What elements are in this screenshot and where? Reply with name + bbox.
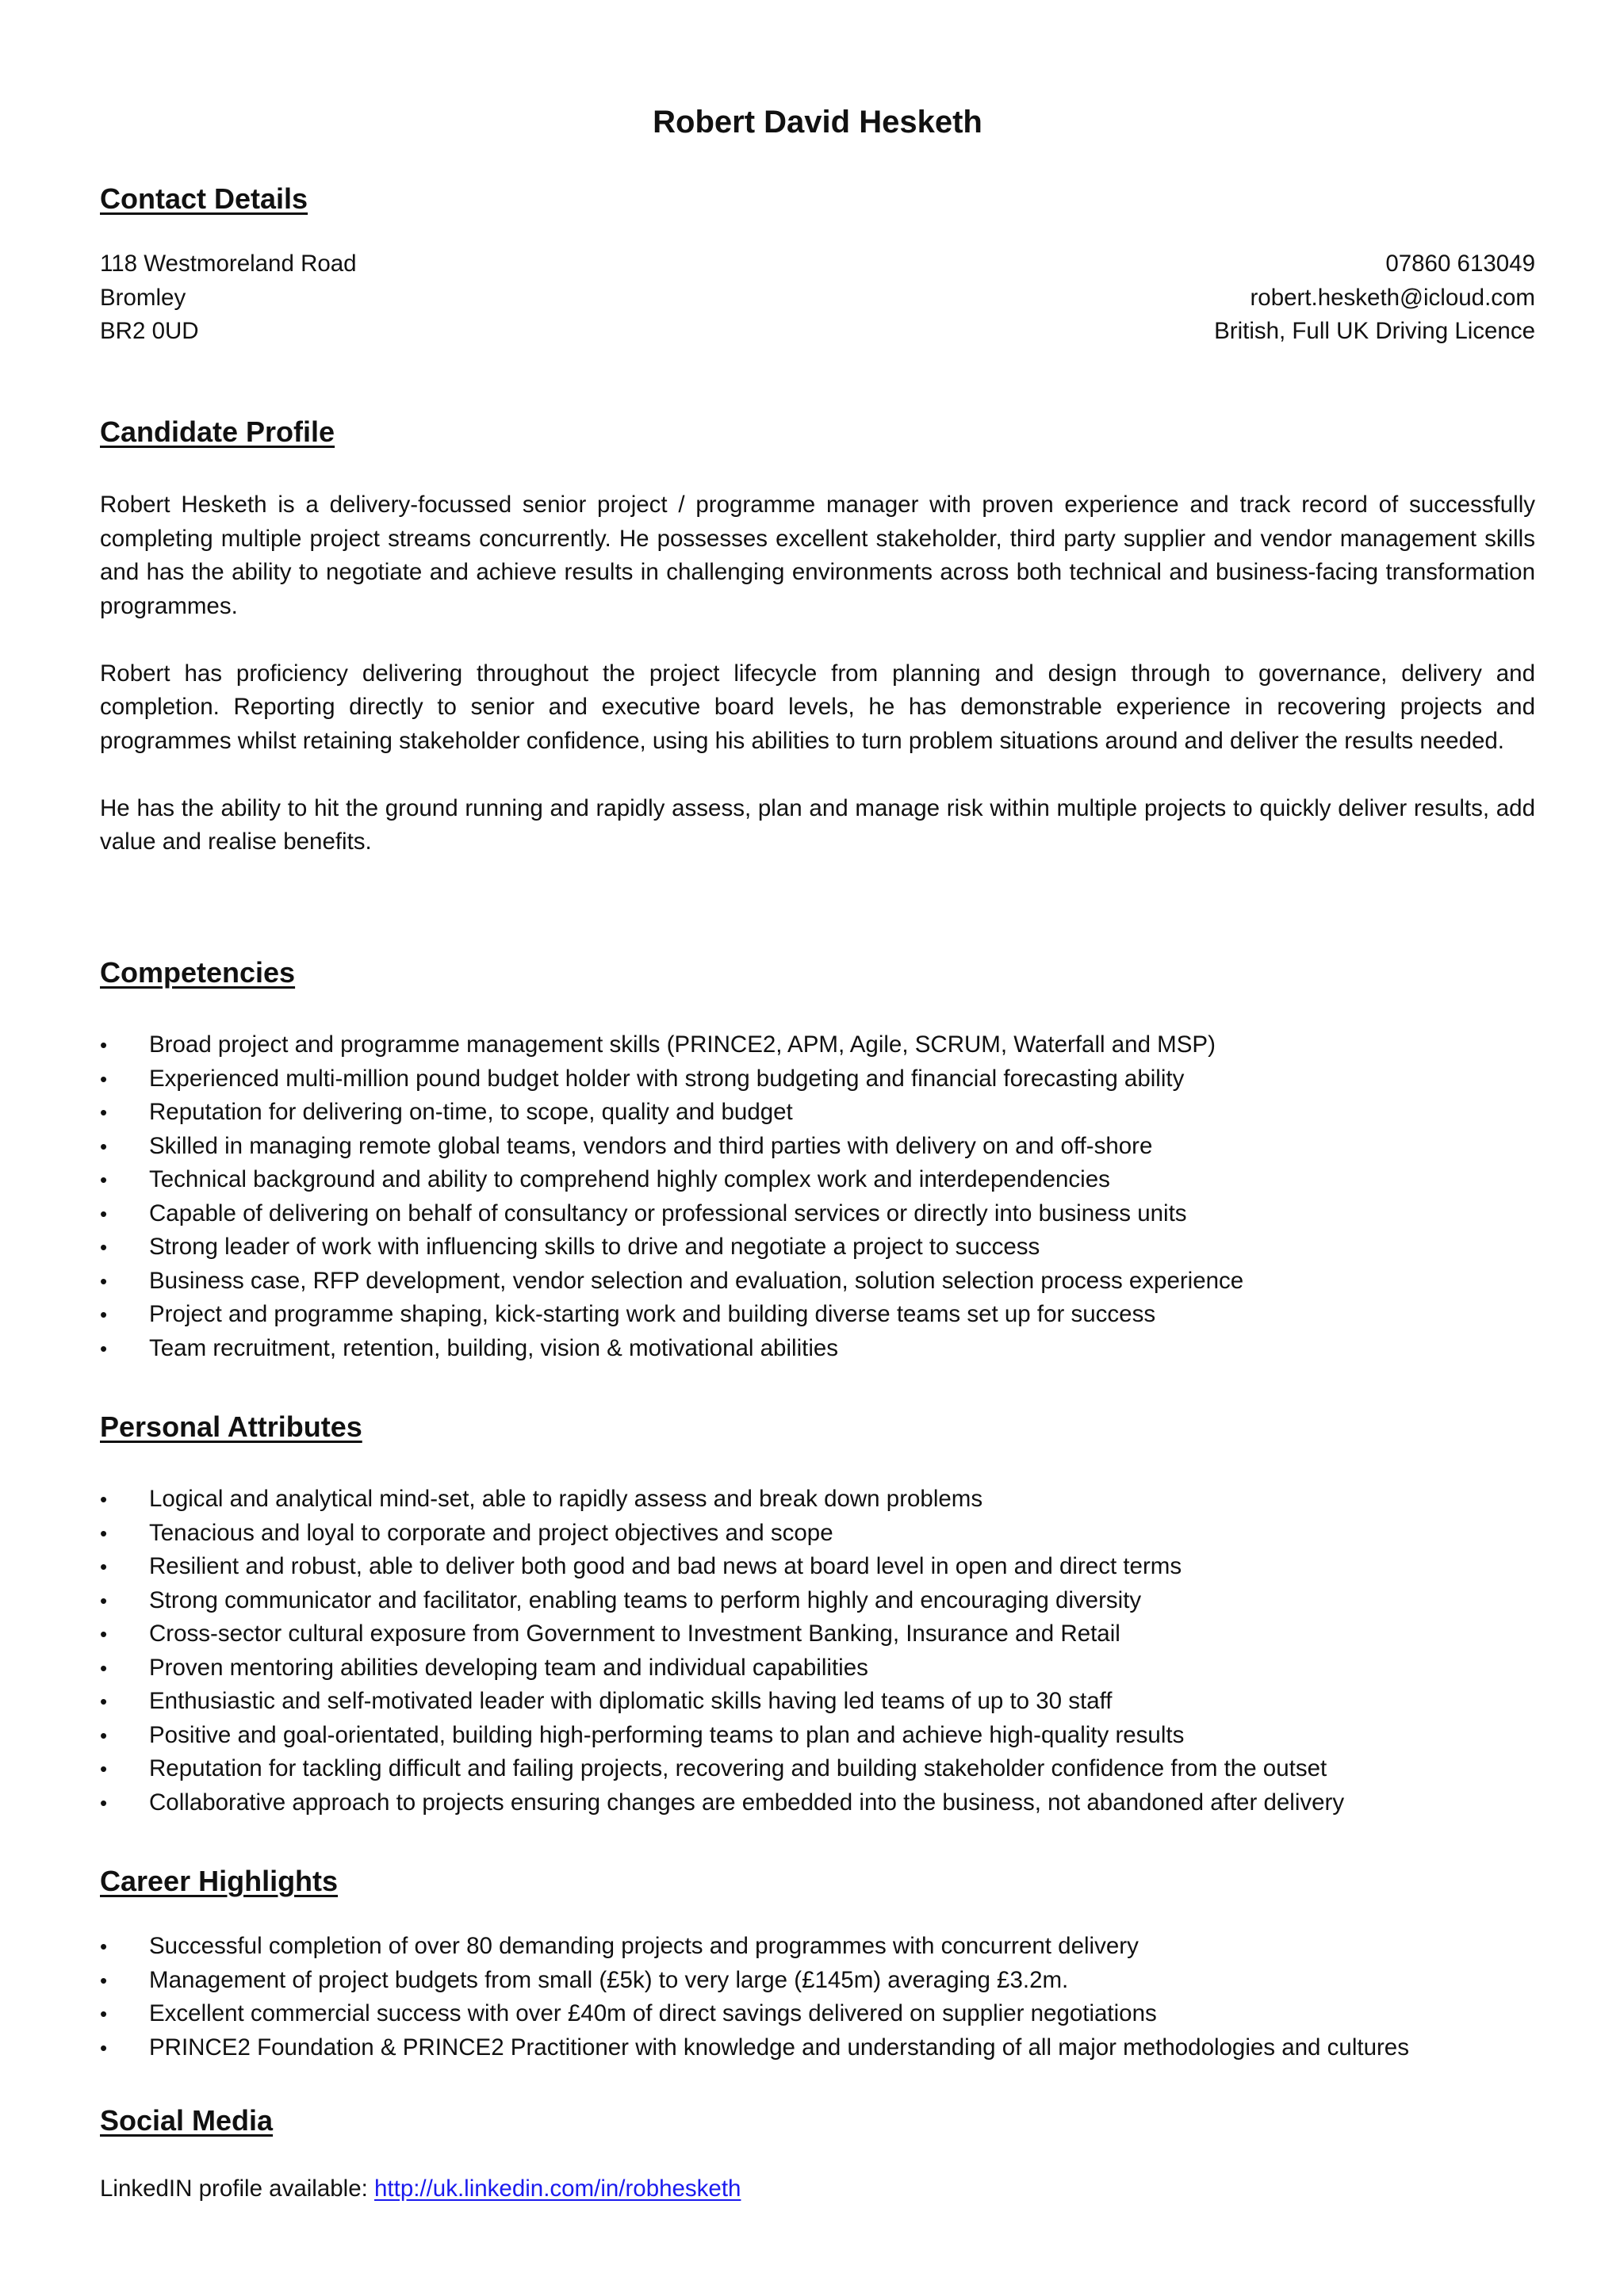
- competencies-heading: Competencies: [100, 956, 296, 989]
- list-item-text: Reputation for delivering on-time, to scope, quality and budget: [149, 1099, 793, 1125]
- list-item-text: Successful completion of over 80 demanding projects and programmes with concurrent delivery: [149, 1933, 1139, 1959]
- list-item: [100, 1062, 1535, 1096]
- list-item-text: Strong communicator and facilitator, enabling teams to perform highly and encouraging diversity: [149, 1586, 1142, 1613]
- list-item: [100, 1028, 1535, 1062]
- list-item-text: Logical and analytical mind-set, able to rapidly assess and break down problems: [149, 1486, 983, 1512]
- bullet-icon: •: [100, 1723, 108, 1747]
- linkedin-profile-link[interactable]: http://uk.linkedin.com/in/robhesketh: [374, 2175, 741, 2202]
- bullet-icon: •: [100, 1336, 108, 1360]
- list-item: [100, 2031, 1535, 2065]
- bullet-icon: •: [100, 1588, 108, 1613]
- bullet-icon: •: [100, 1134, 108, 1158]
- list-item-text: Business case, RFP development, vendor selection and evaluation, solution selection process experience: [149, 1267, 1244, 1294]
- list-item: [100, 1651, 1535, 1686]
- social-media: [100, 2172, 1535, 2206]
- list-item-text: Excellent commercial success with over £40m of direct savings delivered on supplier negotiations: [149, 2000, 1157, 2026]
- bullet-icon: •: [100, 1934, 108, 1958]
- linkedin-label: LinkedIN profile available:: [100, 2175, 375, 2202]
- list-item-text: Technical background and ability to comprehend highly complex work and interdependencies: [149, 1166, 1110, 1192]
- candidate-name: Robert David Hesketh: [653, 105, 982, 140]
- address-line-2: Bromley: [100, 284, 186, 311]
- list-item: [100, 1096, 1535, 1130]
- bullet-icon: •: [100, 2035, 108, 2060]
- bullet-icon: •: [100, 1790, 108, 1815]
- list-item: [100, 1298, 1535, 1332]
- bullet-icon: •: [100, 1689, 108, 1713]
- competencies-list: [100, 1028, 1535, 1365]
- bullet-icon: •: [100, 2002, 108, 2026]
- address-line-3: BR2 0UD: [100, 318, 199, 344]
- list-item: [100, 1685, 1535, 1719]
- bullet-icon: •: [100, 1303, 108, 1326]
- list-item-text: Cross-sector cultural exposure from Government to Investment Banking, Insurance and Retail: [149, 1621, 1120, 1647]
- contact-details-heading: Contact Details: [100, 182, 308, 215]
- bullet-icon: •: [100, 1066, 108, 1091]
- list-item-text: Positive and goal-orientated, building high-performing teams to plan and achieve high-quality results: [149, 1721, 1185, 1748]
- list-item: [100, 1786, 1535, 1820]
- list-item-text: Proven mentoring abilities developing team and individual capabilities: [149, 1654, 868, 1681]
- contact-info-block: [1214, 247, 1535, 349]
- list-item-text: Management of project budgets from small (£5k) to very large (£145m) averaging £3.2m.: [149, 1966, 1069, 1993]
- profile-paragraph: Robert has proficiency delivering throughout the project lifecycle from planning and design through to governance, delivery and completion. Reporting directly to senior and executive board levels, he has demonstrable experience in recovering projects and programmes whilst retaining stakeholder confidence, using his abilities to turn problem situations around and deliver the results needed.: [100, 660, 1535, 754]
- bullet-icon: •: [100, 1622, 108, 1646]
- bullet-icon: •: [100, 1487, 108, 1511]
- list-item: [100, 1997, 1535, 2031]
- career-highlights-list: [100, 1930, 1535, 2064]
- email-address: robert.hesketh@icloud.com: [1250, 284, 1535, 311]
- list-item: [100, 1332, 1535, 1366]
- bullet-icon: •: [100, 1100, 108, 1124]
- list-item-text: Experienced multi-million pound budget holder with strong budgeting and financial forecasting ability: [149, 1065, 1185, 1092]
- social-media-heading: Social Media: [100, 2104, 274, 2137]
- address-line-1: 118 Westmoreland Road: [100, 251, 357, 277]
- bullet-icon: •: [100, 1235, 108, 1259]
- list-item: [100, 1617, 1535, 1651]
- phone-number: 07860 613049: [1385, 251, 1535, 277]
- list-item-text: Project and programme shaping, kick-starting work and building diverse teams set up for success: [149, 1301, 1156, 1327]
- list-item: [100, 1550, 1535, 1584]
- candidate-profile-heading: Candidate Profile: [100, 415, 335, 448]
- list-item: [100, 1483, 1535, 1517]
- bullet-icon: •: [100, 1655, 108, 1680]
- list-item-text: Broad project and programme management skills (PRINCE2, APM, Agile, SCRUM, Waterfall and MSP): [149, 1031, 1216, 1058]
- list-item-text: Collaborative approach to projects ensuring changes are embedded into the business, not abandoned after delivery: [149, 1789, 1345, 1816]
- list-item-text: Strong leader of work with influencing skills to drive and negotiate a project to success: [149, 1234, 1040, 1260]
- bullet-icon: •: [100, 1201, 108, 1226]
- list-item: [100, 1719, 1535, 1753]
- list-item: [100, 1517, 1535, 1551]
- personal-attributes-heading: Personal Attributes: [100, 1410, 362, 1443]
- personal-attributes-list: [100, 1483, 1535, 1820]
- list-item: [100, 1130, 1535, 1164]
- bullet-icon: •: [100, 1168, 108, 1192]
- list-item: [100, 1230, 1535, 1265]
- list-item: [100, 1964, 1535, 1998]
- bullet-icon: •: [100, 1968, 108, 1992]
- list-item: [100, 1197, 1535, 1231]
- list-item-text: PRINCE2 Foundation & PRINCE2 Practitioner with knowledge and understanding of all major methodologies and cultures: [149, 2034, 1409, 2061]
- list-item: [100, 1163, 1535, 1197]
- list-item-text: Skilled in managing remote global teams, vendors and third parties with delivery on and off-shore: [149, 1132, 1153, 1159]
- list-item: [100, 1930, 1535, 1964]
- profile-paragraph: Robert Hesketh is a delivery-focussed senior project / programme manager with proven experience and track record of successfully completing multiple project streams concurrently. He possesses excellent stakeholder, third party supplier and vendor management skills and has the ability to negotiate and achieve results in challenging environments across both technical and business-facing transformation programmes.: [100, 492, 1535, 619]
- list-item-text: Capable of delivering on behalf of consultancy or professional services or directly into business units: [149, 1200, 1187, 1226]
- contact-details: [100, 247, 1535, 349]
- list-item-text: Reputation for tackling difficult and failing projects, recovering and building stakeholder confidence from the outset: [149, 1755, 1327, 1781]
- list-item-text: Enthusiastic and self-motivated leader with diplomatic skills having led teams of up to 30 staff: [149, 1688, 1113, 1714]
- address-block: [100, 247, 357, 349]
- list-item: [100, 1265, 1535, 1299]
- bullet-icon: •: [100, 1033, 108, 1057]
- list-item: [100, 1584, 1535, 1618]
- bullet-icon: •: [100, 1555, 108, 1578]
- list-item-text: Resilient and robust, able to deliver both good and bad news at board level in open and direct terms: [149, 1553, 1182, 1579]
- bullet-icon: •: [100, 1521, 108, 1545]
- candidate-profile: [100, 488, 1535, 893]
- list-item-text: Tenacious and loyal to corporate and project objectives and scope: [149, 1519, 833, 1546]
- nationality-licence: British, Full UK Driving Licence: [1214, 318, 1535, 344]
- bullet-icon: •: [100, 1757, 108, 1781]
- list-item: [100, 1752, 1535, 1786]
- career-highlights-heading: Career Highlights: [100, 1865, 339, 1897]
- profile-paragraph: He has the ability to hit the ground running and rapidly assess, plan and manage risk within multiple projects to quickly deliver results, add value and realise benefits.: [100, 794, 1535, 855]
- list-item-text: Team recruitment, retention, building, vision & motivational abilities: [149, 1334, 839, 1361]
- bullet-icon: •: [100, 1269, 108, 1293]
